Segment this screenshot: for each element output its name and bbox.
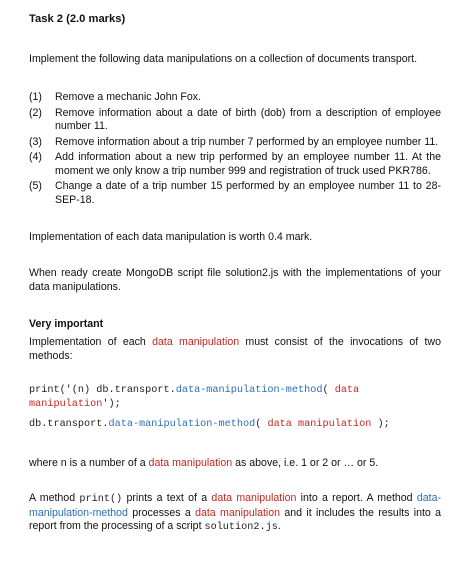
list-item xyxy=(29,136,441,150)
item-text: Add information about a new trip performed by an employee number 11. At the moment we only know a trip number 999 and registration of truck used PKR786. xyxy=(55,151,441,177)
inline-code: print() xyxy=(79,494,123,505)
item-number: (4) xyxy=(29,151,42,163)
item-text: Remove a mechanic John Fox. xyxy=(55,91,202,103)
list-item xyxy=(29,180,441,207)
code-text: ( xyxy=(322,385,335,396)
item-number: (2) xyxy=(29,106,42,119)
item-text: Remove information about a date of birth (dob) from a description of employee number 11. xyxy=(55,106,441,132)
where-text: as above, i.e. 1 or 2 or … or 5. xyxy=(232,457,379,469)
final-text: and it includes the results into a report from the processing of a script xyxy=(29,506,442,532)
code-argument: data manipulation xyxy=(29,385,360,410)
item-text: Remove information about a trip number 7 performed by an employee number 11. xyxy=(55,135,439,148)
code-text: print('(n) db.transport. xyxy=(29,385,176,396)
code-method: data-manipulation-method xyxy=(108,419,256,430)
rule-paragraph xyxy=(29,336,441,363)
inline-code: solution2.js xyxy=(204,522,278,533)
code-argument: data manipulation xyxy=(267,419,372,430)
rule-text: Implementation of each xyxy=(29,336,153,348)
highlight-text: data manipulation xyxy=(195,506,281,519)
item-number: (3) xyxy=(29,135,42,148)
intro-paragraph: Implement the following data manipulations on a collection of documents transport. xyxy=(29,53,418,65)
task-list xyxy=(29,91,441,209)
rule-text: must consist of the invocations of two methods: xyxy=(29,336,441,362)
code-line-print xyxy=(29,384,441,411)
final-text: into a report. A method xyxy=(296,492,417,504)
highlight-text: data manipulation xyxy=(148,457,233,469)
final-text: prints a text of a xyxy=(122,492,212,504)
code-method: data-manipulation-method xyxy=(175,385,323,396)
code-text: db.transport. xyxy=(29,419,109,430)
important-heading: Very important xyxy=(29,318,104,330)
code-line-invoke xyxy=(29,418,441,432)
final-text: processes a xyxy=(127,506,196,519)
where-text: where n is a number of a xyxy=(29,457,149,469)
list-item xyxy=(29,151,441,178)
final-paragraph xyxy=(29,492,441,535)
item-text: Change a date of a trip number 15 performed by an employee number 11 to 28-SEP-18. xyxy=(55,180,441,206)
code-text: ); xyxy=(371,419,390,430)
item-number: (5) xyxy=(29,180,42,192)
final-text: . xyxy=(277,520,281,532)
ready-paragraph: When ready create MongoDB script file solution2.js with the implementations of your data manipulations. xyxy=(29,267,441,293)
method-highlight-text: data-manipulation-method xyxy=(29,492,442,519)
code-text: ( xyxy=(255,419,268,430)
task-heading: Task 2 (2.0 marks) xyxy=(29,13,126,25)
list-item xyxy=(29,91,441,105)
final-text: A method xyxy=(29,492,80,504)
worth-paragraph: Implementation of each data manipulation is worth 0.4 mark. xyxy=(29,231,313,243)
list-item xyxy=(29,107,441,134)
code-text: '); xyxy=(102,398,121,410)
item-number: (1) xyxy=(29,91,42,103)
highlight-text: data manipulation xyxy=(211,492,297,504)
where-paragraph xyxy=(29,457,441,471)
highlight-text: data manipulation xyxy=(152,336,240,348)
